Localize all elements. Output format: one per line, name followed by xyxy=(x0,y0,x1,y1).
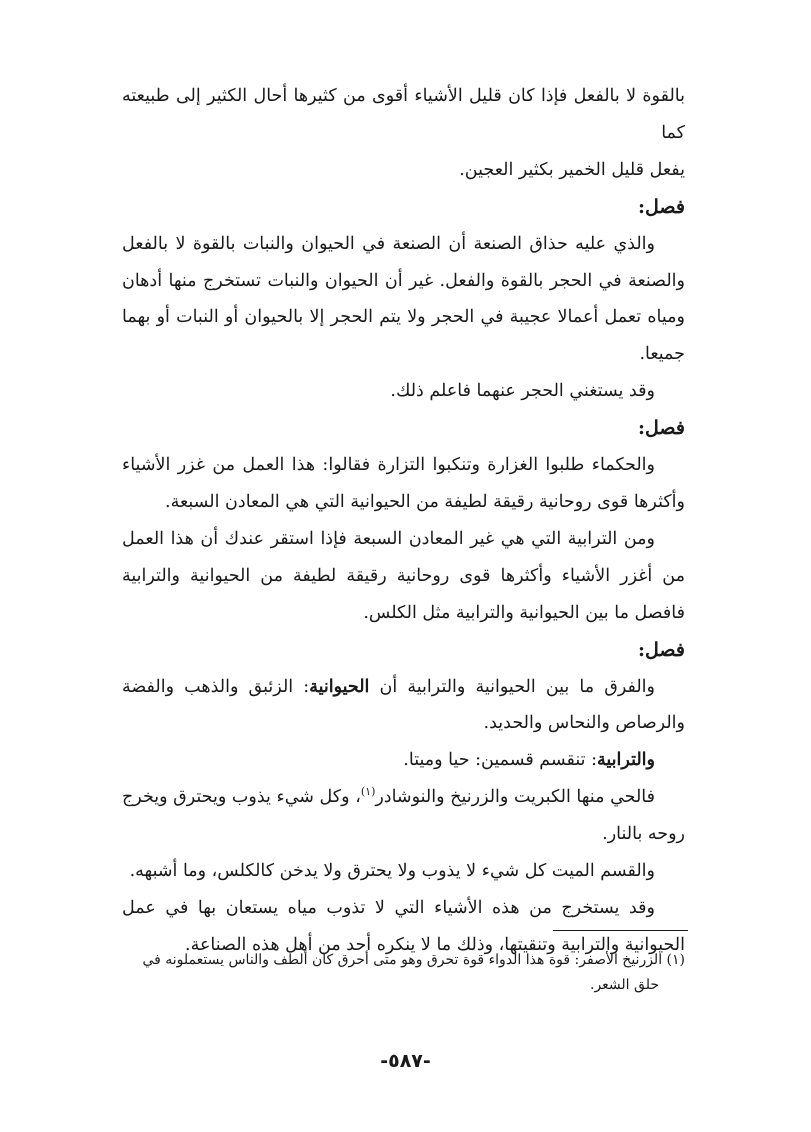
bold-term: والترابية xyxy=(597,750,655,771)
footnote-line: (١) الزرنيخ الأصفر: قوة هذا الدواء قوة تحرق وهو متى أحرق كان ألطف والناس يستعملونه في xyxy=(142,952,685,968)
text-line: بالقوة لا بالفعل فإذا كان قليل الأشياء أقوى من كثيرها أحال الكثير إلى طبيعته كما xyxy=(122,86,685,143)
paragraph-rest: ، وكل شيء يذوب ويحترق ويخرج روحه بالنار. xyxy=(122,787,685,845)
footnote-line: حلق الشعر. xyxy=(590,977,659,993)
paragraph: والذي عليه حذاق الصنعة أن الصنعة في الحيوان والنبات بالقوة لا بالفعل والصنعة في الحجر بالقوة والفعل. غير أن الحيوان والنبات تستخرج منها أدهان ومياه تعمل أعمالا عجيبة في الحجر ولا يتم الحجر إلا بالحيوان أو النبات أو بهما جميعا. xyxy=(122,233,685,365)
paragraph-lead: فالحي منها الكبريت والزرنيخ والنوشادر xyxy=(375,787,655,808)
text-line: يفعل قليل الخمير بكثير العجين. xyxy=(459,159,685,180)
paragraph: ومن الترابية التي هي غير المعادن السبعة فإذا استقر عندك أن هذا العمل من أغزر الأشياء وأكثرها قوى روحانية رقيقة لطيفة من الحيوانية والترابية فافصل ما بين الحيوانية والترابية مثل الكلس. xyxy=(122,528,685,623)
paragraph xyxy=(122,669,685,743)
footnote-separator xyxy=(553,930,688,931)
footnote xyxy=(122,948,685,998)
main-text xyxy=(122,78,685,964)
footnote-reference[interactable]: (١) xyxy=(360,785,376,799)
section-heading: فصل: xyxy=(638,195,685,218)
paragraph: والقسم الميت كل شيء لا يذوب ولا يحترق ولا يدخن كالكلس، وما أشبهه. xyxy=(129,861,655,882)
paragraph: وقد يستخرج من هذه الأشياء التي لا تذوب مياه يستعان بها في عمل الحيوانية والترابية وتنقيتها، وذلك ما لا ينكره أحد من أهل هذه الصناعة. xyxy=(122,897,685,955)
section-heading: فصل: xyxy=(638,417,685,440)
paragraph-lead: والفرق ما بين الحيوانية والترابية أن xyxy=(379,676,655,697)
paragraph-rest: : تنقسم قسمين: حيا وميتا. xyxy=(403,750,598,771)
paragraph: وقد يستغني الحجر عنهما فاعلم ذلك. xyxy=(390,381,655,402)
paragraph: والحكماء طلبوا الغزارة وتنكبوا التزارة فقالوا: هذا العمل من غزر الأشياء وأكثرها قوى روحانية رقيقة لطيفة من الحيوانية التي هي المعادن السبعة. xyxy=(122,455,685,512)
paragraph xyxy=(122,779,685,853)
paragraph xyxy=(122,742,685,779)
page-number: -٥٨٧- xyxy=(380,1050,431,1072)
bold-term: الحيوانية xyxy=(309,676,370,697)
paragraph-rest: : الزئبق والذهب والفضة والرصاص والنحاس والحديد. xyxy=(122,676,685,734)
section-heading: فصل: xyxy=(638,638,685,661)
